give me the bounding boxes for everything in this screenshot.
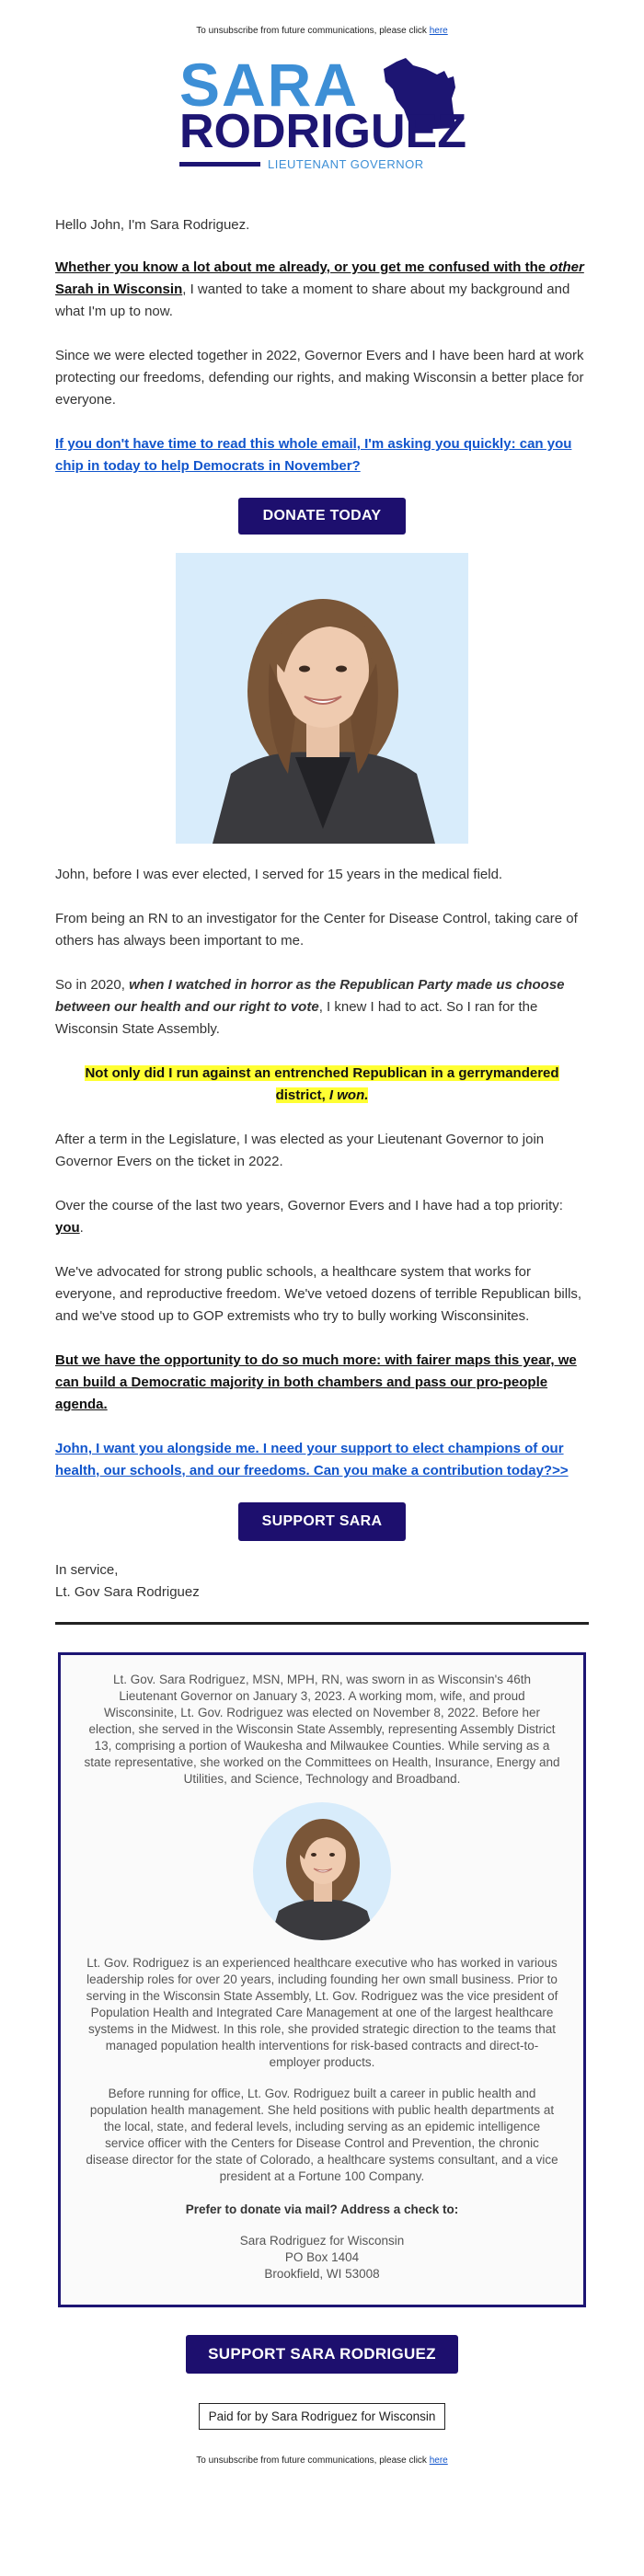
logo-first-name: SARA [179, 51, 360, 119]
highlight-italic: I won. [328, 1087, 369, 1103]
run-2020-emphasis: when I watched in horror as the Republican Party made us choose between our health and our right to vote [55, 977, 565, 1015]
signoff-line-1: In service, [55, 1562, 119, 1578]
ask-paragraph-1 [55, 433, 589, 477]
donate-today-button[interactable]: DONATE TODAY [238, 498, 406, 535]
signoff-line-2: Lt. Gov Sara Rodriguez [55, 1584, 200, 1600]
more-text: But we have the opportunity to do so much more: with fairer maps this year, we can build a Democratic majority in both chambers and pass our pro-people agenda. [55, 1352, 577, 1412]
bio-paragraph-2: Lt. Gov. Rodriguez is an experienced healthcare executive who has worked in various leadership roles for over 20 years, including founding her own small business. Prior to serving in the Wisconsin State Assembly, Lt. Gov. Rodriguez was the vice president of Population Health and Integrated Care Management at one of the largest healthcare systems in the Midwest. In this role, she provided strategic direction to the teams that managed population health interventions for risk-based contracts and direct-to-employer products. [86, 1956, 558, 2069]
intro-bold-text: Whether you know a lot about me already, or you get me confused with the [55, 259, 550, 275]
intro-bold-text-2: Sarah in Wisconsin [55, 282, 183, 297]
donate-ask-link[interactable]: If you don't have time to read this whole email, I'm asking you quickly: can you chip in today to help Democrats in November? [55, 436, 572, 474]
medical-paragraph: John, before I was ever elected, I served for 15 years in the medical field. [55, 867, 503, 882]
bottom-unsubscribe-link[interactable]: here [429, 2455, 448, 2466]
highlight-text: Not only did I run against an entrenched Republican in a gerrymandered district, [85, 1065, 559, 1103]
intro-paragraph [55, 257, 589, 323]
intro-rest-text: , I wanted to take a moment to share about my background and what I'm up to now. [55, 282, 570, 319]
support-sara-button[interactable]: SUPPORT SARA [238, 1502, 406, 1541]
bio-photo [253, 1802, 391, 1940]
priority-text: Over the course of the last two years, Governor Evers and I have had a top priority: [55, 1198, 563, 1213]
support-sara-rodriguez-button[interactable]: SUPPORT SARA RODRIGUEZ [186, 2335, 458, 2374]
bottom-unsubscribe-text: To unsubscribe from future communications, please click [196, 2455, 427, 2466]
candidate-photo [176, 553, 468, 844]
bio-paragraph-3: Before running for office, Lt. Gov. Rodriguez built a career in public health and population health management. She held positions with public health departments at the local, state, and federal levels, including serving as an epidemic intelligence service officer with the Centers for Disease Control and Prevention, the chronic disease director for the state of Colorado, a healthcare systems consultant, and a vice president at a Fortune 100 Company. [86, 2087, 558, 2183]
address-line-3: Brookfield, WI 53008 [264, 2267, 380, 2281]
bio-box [58, 1652, 586, 2307]
bottom-unsubscribe [0, 2430, 644, 2466]
intro-italic-text: other [549, 259, 584, 275]
candidate-portrait-icon [176, 553, 468, 844]
run-2020-paragraph [55, 974, 589, 1041]
address-line-2: PO Box 1404 [284, 2250, 360, 2264]
paid-for-disclaimer: Paid for by Sara Rodriguez for Wisconsin [199, 2403, 446, 2430]
email-body [55, 214, 589, 1625]
more-paragraph [55, 1350, 589, 1416]
priority-you: you [55, 1220, 80, 1236]
unsubscribe-link[interactable]: here [429, 26, 448, 36]
ask-paragraph-2 [55, 1438, 589, 1482]
candidate-avatar-icon [253, 1802, 391, 1940]
bio-paragraph-1: Lt. Gov. Sara Rodriguez, MSN, MPH, RN, was sworn in as Wisconsin's 46th Lieutenant Governor on January 3, 2023. A working mom, wife, and proud Wisconsinite, Lt. Gov. Rodriguez was elected on November 8, 2022. Before her election, she served in the Wisconsin State Assembly, representing Assembly District 13, comprising a portion of Waukesha and Milwaukee Counties. While serving as a state representative, she worked on the Committees on Health, Insurance, Energy and Utilities, and Science, Technology and Broadband. [84, 1673, 560, 1786]
section-divider [55, 1622, 589, 1625]
campaign-logo [179, 51, 466, 185]
logo-divider [179, 162, 260, 167]
rn-paragraph: From being an RN to an investigator for the Center for Disease Control, taking care of others has always been important to me. [55, 911, 578, 949]
logo-title: LIEUTENANT GOVERNOR [268, 157, 424, 171]
logo-last-name: RODRIGUEZ [179, 105, 466, 158]
term-paragraph: After a term in the Legislature, I was elected as your Lieutenant Governor to join Governor Evers on the ticket in 2022. [55, 1132, 545, 1169]
paid-for-wrapper [0, 2403, 644, 2430]
top-unsubscribe [0, 0, 644, 36]
elected-paragraph: Since we were elected together in 2022, Governor Evers and I have been hard at work protecting our freedoms, defending our rights, and making Wisconsin a better place for everyone. [55, 348, 584, 408]
address-line-1: Sara Rodriguez for Wisconsin [239, 2234, 405, 2248]
run-2020-start: So in 2020, [55, 977, 130, 993]
mail-address [83, 2233, 561, 2283]
priority-end: . [79, 1220, 84, 1236]
unsubscribe-text: To unsubscribe from future communications, please click [196, 26, 427, 36]
run-2020-end: , I knew I had to act. So I ran for the Wisconsin State Assembly. [55, 999, 538, 1037]
priority-paragraph [55, 1195, 589, 1239]
mail-heading: Prefer to donate via mail? Address a check to: [185, 2202, 459, 2216]
greeting: Hello John, I'm Sara Rodriguez. [55, 217, 250, 233]
contribution-ask-link[interactable]: John, I want you alongside me. I need your support to elect champions of our health, our schools, and our freedoms. Can you make a contribution today?>> [55, 1441, 569, 1478]
highlight-paragraph [55, 1063, 589, 1107]
advocated-paragraph: We've advocated for strong public schools, a healthcare system that works for everyone, and reproductive freedom. We've vetoed dozens of terrible Republican bills, and we've stood up to GOP extremists who try to bully working Wisconsinites. [55, 1264, 582, 1324]
